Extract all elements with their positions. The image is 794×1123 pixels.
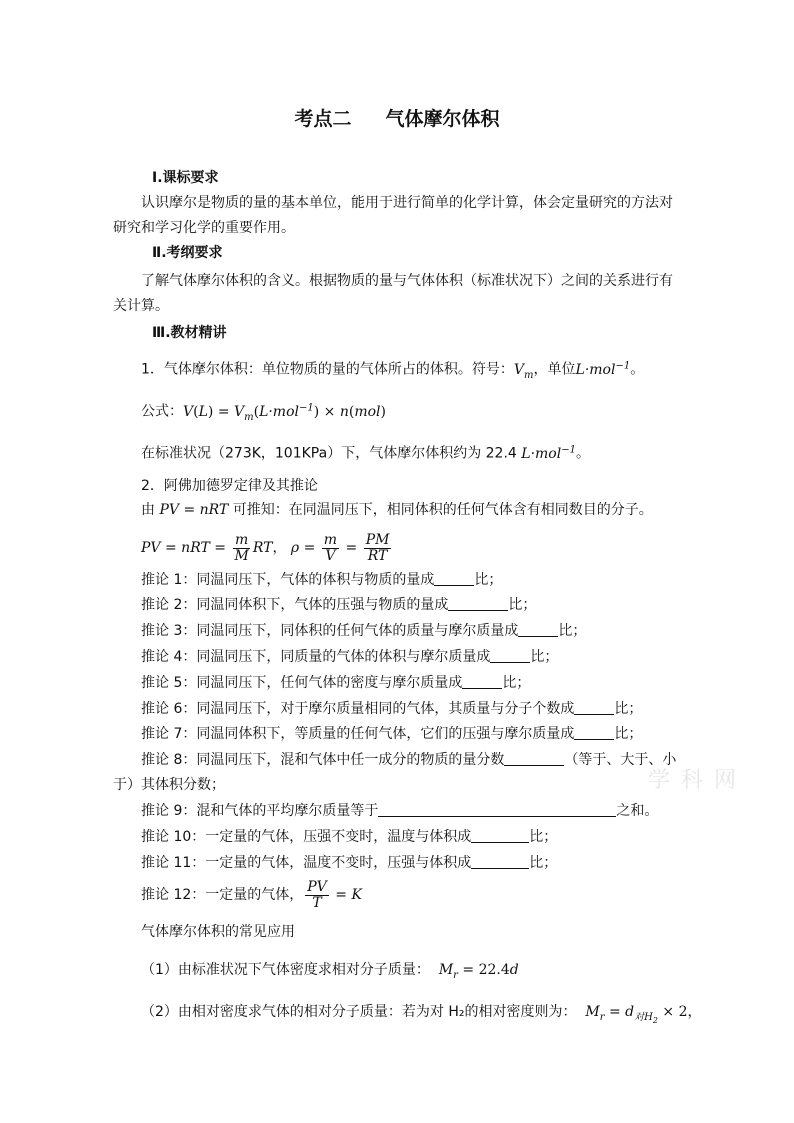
application-2: （2）由相对密度求气体的相对分子质量：若为对 H₂的相对密度则为： $M_r = d_{对H_2} \times 2$，: [141, 1004, 702, 1025]
page-title: [0, 104, 794, 131]
corollary-6: 推论 6：同温同压下，对于摩尔质量相同的气体，其质量与分子个数成 比；: [141, 701, 643, 717]
corollary-2: 推论 2：同温同体积下，气体的压强与物质的量成 比；: [141, 597, 537, 613]
mr-density-formula: $M_r = 22.4d$: [438, 962, 519, 981]
section1-para-line1: 认识摩尔是物质的量的基本单位，能用于进行简单的化学计算，体会定量研究的方法对: [141, 195, 673, 211]
section2-heading: Ⅱ.考纲要求: [152, 245, 223, 261]
item2-lead: 由 PV = nRT 可推知：在同温同压下，相同体积的任何气体含有相同数目的分子。: [141, 502, 653, 518]
mr-relative-density-formula: $M_r = d_{对H_2} \times 2$: [585, 1004, 688, 1025]
applications-heading: 气体摩尔体积的常见应用: [141, 924, 295, 940]
pv-over-t-formula: $\frac{PV}{T}$ = K: [307, 878, 362, 911]
corollary-5: 推论 5：同温同压下，任何气体的密度与摩尔质量成 比；: [141, 675, 531, 691]
vm-symbol: $V_m$: [513, 361, 534, 381]
corollary-8: 推论 8：同温同压下，混和气体中任一成分的物质的量分数 （等于、大于、小: [141, 752, 677, 768]
item2-heading: 2．阿佛加德罗定律及其推论: [141, 478, 318, 494]
corollary-11: 推论 11：一定量的气体，温度不变时，压强与体积成 比；: [141, 855, 558, 871]
corollary-7: 推论 7：同温同体积下，等质量的任何气体，它们的压强与摩尔质量成 比；: [141, 726, 643, 742]
item1-definition: 1．气体摩尔体积：单位物质的量的气体所占的体积。符号：$V_m$，单位L·mol$^{-1}$。: [141, 360, 645, 381]
title-part2: 气体摩尔体积: [385, 108, 500, 130]
std-unit: L·mol$^{-1}$: [521, 444, 576, 462]
corollary-10: 推论 10：一定量的气体，压强不变时，温度与体积成 比；: [141, 829, 558, 845]
section1-para-line2: 研究和学习化学的重要作用。: [113, 220, 295, 236]
corollary-12: 推论 12：一定量的气体， $\frac{PV}{T}$ = K: [141, 878, 362, 911]
ideal-gas-eq: PV = nRT: [159, 502, 229, 518]
section2-para-line1: 了解气体摩尔体积的含义。根据物质的量与气体体积（标准状况下）之间的关系进行有: [141, 273, 673, 289]
formula: $V(L) = V_m(L\cdot mol^{-1}) \times n(mol)$: [183, 402, 386, 423]
corollary-9: 推论 9：混和气体的平均摩尔质量等于 之和。: [141, 803, 659, 819]
section3-heading: Ⅲ.教材精讲: [152, 325, 227, 341]
section2-para-line2: 关计算。: [113, 298, 169, 314]
derived-formulas: PV = nRT = $\frac{m}{M}$ RT ， ρ = $\frac{m}{V}$ = $\frac{PM}{RT}$: [141, 531, 390, 564]
formula-line: 公式：$V(L) = V_m(L\cdot mol^{-1}) \times n(mol)$: [141, 402, 386, 423]
corollary-8-line2: 于）其体积分数；: [113, 777, 225, 793]
watermark: 学 科 网: [648, 768, 738, 793]
corollary-1: 推论 1：同温同压下，气体的体积与物质的量成 比；: [141, 572, 503, 588]
corollary-3: 推论 3：同温同压下，同体积的任何气体的质量与摩尔质量成 比；: [141, 623, 587, 639]
section1-heading: Ⅰ.课标要求: [152, 170, 219, 186]
corollary-4: 推论 4：同温同压下，同质量的气体的体积与摩尔质量成 比；: [141, 649, 559, 665]
unit-symbol: L·mol$^{-1}$: [575, 360, 631, 378]
standard-condition-line: 在标准状况（273K，101KPa）下，气体摩尔体积约为 22.4 L·mol$^{-1}$。: [141, 444, 590, 462]
title-part1: 考点二: [294, 108, 352, 130]
application-1: （1）由标准状况下气体密度求相对分子质量： $M_r = 22.4d$: [141, 962, 519, 981]
